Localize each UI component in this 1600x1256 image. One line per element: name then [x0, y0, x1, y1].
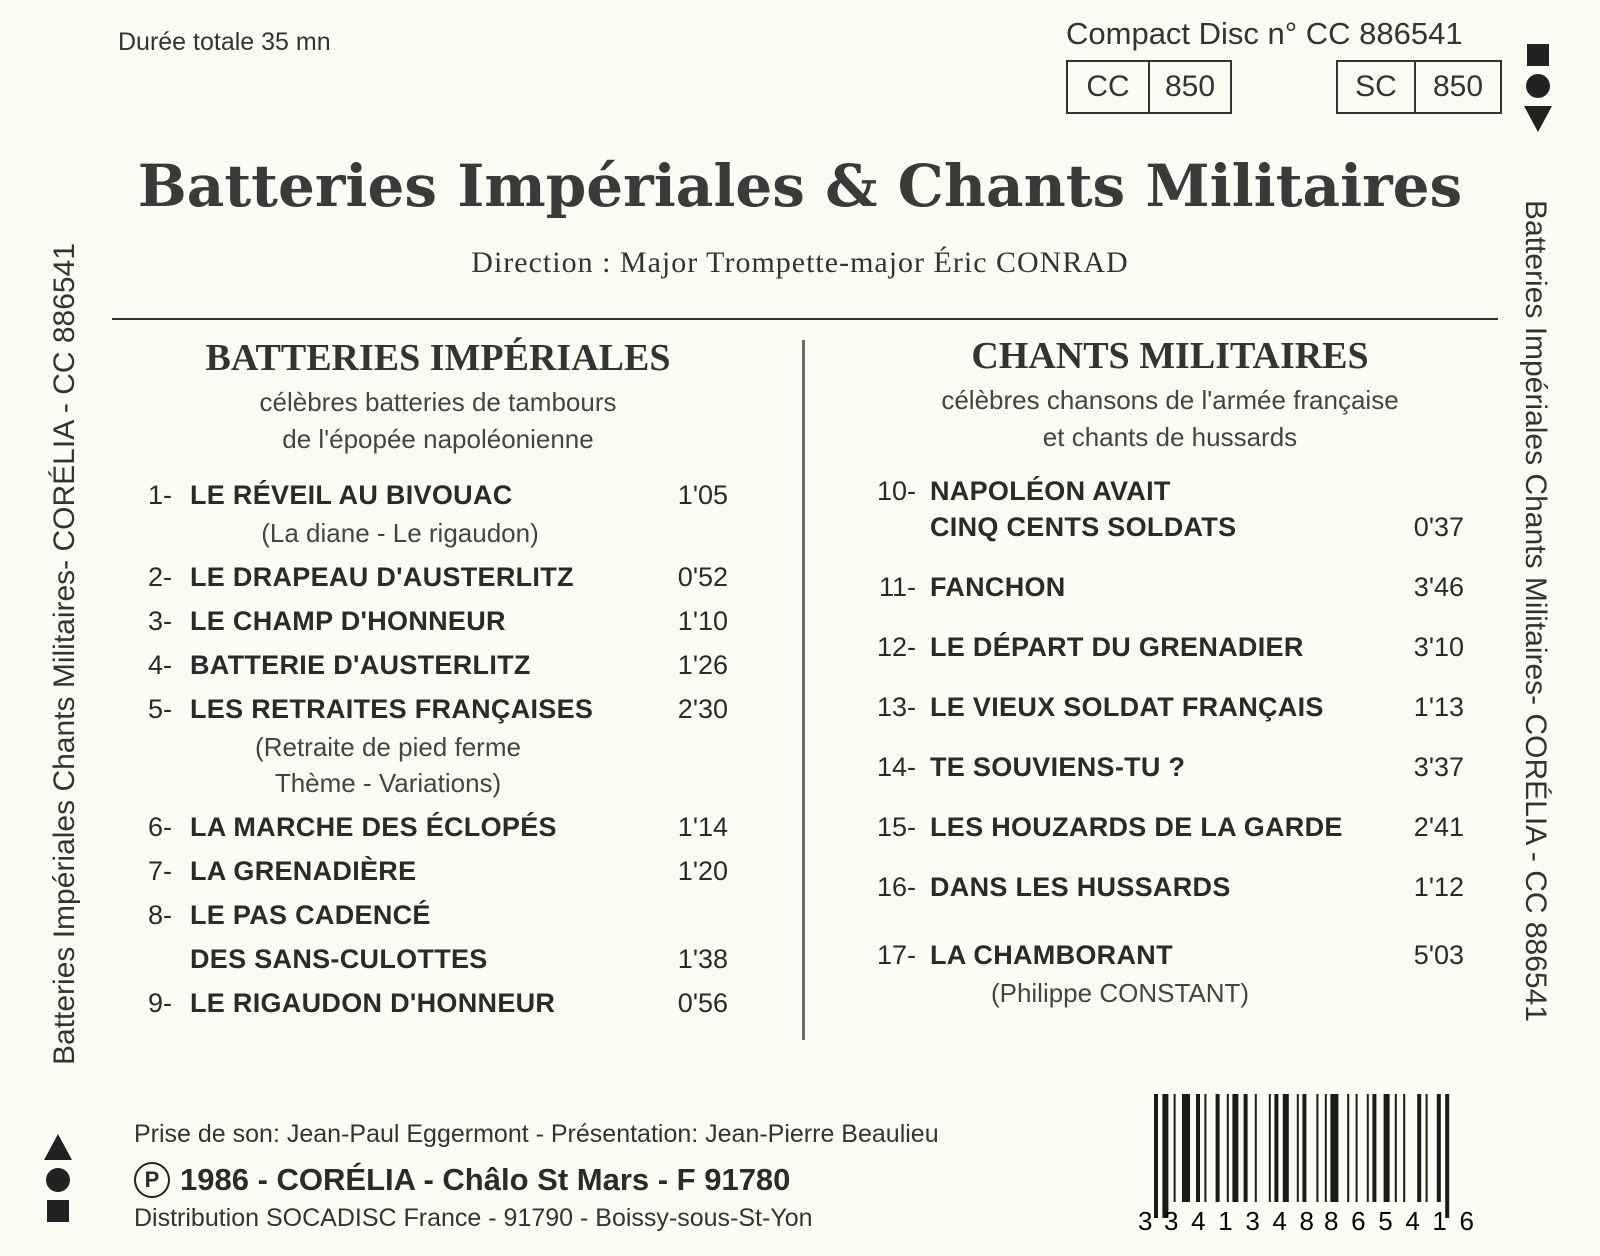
track-note: Thème - Variations): [274, 768, 502, 798]
track-number: 13-: [876, 692, 916, 722]
track-title: LES HOUZARDS DE LA GARDE: [930, 812, 1343, 842]
track-title: LE CHAMP D'HONNEUR: [190, 606, 506, 636]
barcode-bars: [1138, 1094, 1500, 1244]
track-title: CINQ CENTS SOLDATS: [930, 512, 1237, 542]
track-duration: 3'46: [1413, 572, 1464, 602]
track-title: DANS LES HUSSARDS: [930, 872, 1231, 902]
track-title: LA MARCHE DES ÉCLOPÉS: [190, 812, 557, 842]
track-number: 15-: [876, 812, 916, 842]
track-title: LE VIEUX SOLDAT FRANÇAIS: [930, 692, 1324, 722]
barcode: [1138, 1094, 1500, 1244]
track-title: NAPOLÉON AVAIT: [930, 476, 1171, 506]
track-duration: 1'26: [677, 650, 728, 680]
copyright-text: 1986 - CORÉLIA - Châlo St Mars - F 91780: [180, 1162, 791, 1197]
album-title: Batteries Impériales & Chants Militaires: [137, 152, 1463, 220]
track-duration: 1'38: [677, 944, 728, 974]
track-number: 7-: [147, 856, 172, 886]
track-duration: 1'13: [1413, 692, 1464, 722]
section-title: CHANTS MILITAIRES: [971, 335, 1369, 377]
track-number: 17-: [876, 940, 916, 970]
square-icon: [1527, 44, 1549, 66]
track-number: 11-: [878, 572, 916, 602]
total-duration: Durée totale 35 mn: [118, 28, 331, 56]
right-section-header: [890, 334, 1450, 456]
sc-code-label: SC: [1355, 70, 1397, 103]
cc-code-label: CC: [1086, 70, 1130, 103]
distribution-credit: Distribution SOCADISC France - 91790 - Boissy-sous-St-Yon: [134, 1204, 813, 1232]
barcode-first-digit: 3: [1138, 1206, 1153, 1236]
track-title: LE RÉVEIL AU BIVOUAC: [190, 480, 513, 510]
column-divider: [802, 340, 805, 1040]
track-number: 14-: [876, 752, 916, 782]
track-duration: 3'10: [1413, 632, 1464, 662]
cc-code-box: [1066, 60, 1232, 114]
section-subtitle: célèbres batteries de tambours: [259, 387, 617, 417]
cc-code-value: 850: [1148, 62, 1230, 112]
copyright-line: [134, 1162, 790, 1198]
track-note: (La diane - Le rigaudon): [261, 518, 539, 548]
track-duration: 2'41: [1413, 812, 1464, 842]
spine-left-text: Batteries Impériales Chants Militaires- CORÉLIA - CC 886541: [48, 243, 81, 1065]
section-subtitle: célèbres chansons de l'armée française: [941, 385, 1399, 415]
track-number: 10-: [876, 476, 916, 506]
track-number: 1-: [147, 480, 172, 510]
track-number: 16-: [876, 872, 916, 902]
square-icon: [47, 1200, 69, 1222]
left-section-header: [160, 336, 716, 458]
barcode-right-digits: 865416: [1324, 1206, 1474, 1236]
section-title: BATTERIES IMPÉRIALES: [205, 337, 671, 379]
spine-right-text: Batteries Impériales Chants Militaires- CORÉLIA - CC 886541: [1519, 200, 1552, 1022]
track-title: LA GRENADIÈRE: [190, 856, 417, 886]
track-title: LE RIGAUDON D'HONNEUR: [190, 988, 556, 1018]
track-number: 4-: [147, 650, 172, 680]
track-title: BATTERIE D'AUSTERLITZ: [190, 650, 531, 680]
sc-code-value: 850: [1414, 62, 1500, 112]
track-duration: 0'52: [677, 562, 728, 592]
track-number: 2-: [147, 562, 172, 592]
track-number: 9-: [147, 988, 172, 1018]
track-number: 6-: [147, 812, 172, 842]
track-title: LE DÉPART DU GRENADIER: [930, 632, 1304, 662]
track-title: FANCHON: [930, 572, 1066, 602]
track-duration: 2'30: [677, 694, 728, 724]
track-duration: 1'10: [677, 606, 728, 636]
track-number: 3-: [147, 606, 172, 636]
barcode-left-digits: 341348: [1164, 1206, 1314, 1236]
phonogram-icon: P: [134, 1162, 170, 1198]
catalog-number: Compact Disc n° CC 886541: [1066, 16, 1463, 51]
recording-credits: Prise de son: Jean-Paul Eggermont - Présentation: Jean-Pierre Beaulieu: [134, 1120, 939, 1148]
circle-icon: [46, 1168, 70, 1192]
track-duration: 1'20: [677, 856, 728, 886]
track-duration: 5'03: [1413, 940, 1464, 970]
track-title: DES SANS-CULOTTES: [190, 944, 488, 974]
triangle-icon: [1524, 106, 1552, 132]
track-duration: 1'05: [677, 480, 728, 510]
sc-code-box: [1336, 60, 1502, 114]
track-note: (Philippe CONSTANT): [990, 978, 1250, 1008]
track-number: 12-: [876, 632, 916, 662]
track-note: (Retraite de pied ferme: [255, 732, 521, 762]
direction-credit: Direction : Major Trompette-major Éric CONRAD: [471, 246, 1129, 279]
track-duration: 1'12: [1413, 872, 1464, 902]
track-number: 8-: [147, 900, 172, 930]
track-title: LES RETRAITES FRANÇAISES: [190, 694, 594, 724]
track-number: 5-: [147, 694, 172, 724]
track-title: LA CHAMBORANT: [930, 940, 1173, 970]
section-subtitle: de l'épopée napoléonienne: [282, 424, 594, 454]
label-logo-left: [44, 1134, 72, 1222]
triangle-icon: [44, 1134, 72, 1160]
circle-icon: [1526, 74, 1550, 98]
label-logo-right: [1524, 44, 1552, 132]
track-duration: 0'37: [1413, 512, 1464, 542]
track-title: TE SOUVIENS-TU ?: [930, 752, 1186, 782]
horizontal-divider: [112, 318, 1498, 320]
track-duration: 3'37: [1413, 752, 1464, 782]
track-duration: 1'14: [677, 812, 728, 842]
section-subtitle: et chants de hussards: [1042, 422, 1298, 452]
track-title: LE DRAPEAU D'AUSTERLITZ: [190, 562, 574, 592]
track-title: LE PAS CADENCÉ: [190, 900, 431, 930]
track-duration: 0'56: [677, 988, 728, 1018]
